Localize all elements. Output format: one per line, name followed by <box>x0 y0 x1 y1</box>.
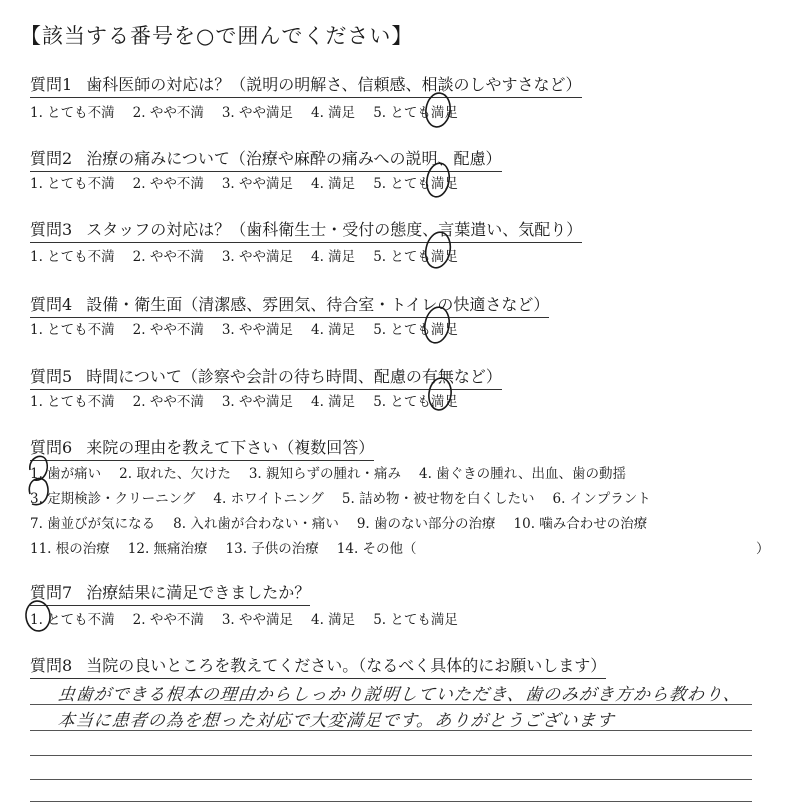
q3-option-3[interactable]: 3. やや満足 <box>221 249 294 265</box>
q8-handwritten-answer-line-1[interactable]: 虫歯ができる根本の理由からしっかり説明していただき、歯のみがき方から教わり、 <box>56 685 743 705</box>
q4-option-3[interactable]: 3. やや満足 <box>221 322 294 338</box>
q3-option-5[interactable]: 5. とても満足 <box>373 249 458 265</box>
q1-option-3[interactable]: 3. やや満足 <box>221 105 294 121</box>
question-6-row-1 <box>30 462 644 482</box>
question-4-text: 設備・衛生面（清潔感、雰囲気、待合室・トイレの快適さなど） <box>86 295 550 314</box>
q1-option-2[interactable]: 2. やや不満 <box>132 105 204 121</box>
question-6-number: 質問6 <box>30 438 73 457</box>
question-3-heading <box>30 217 582 243</box>
question-2-number: 質問2 <box>30 149 73 168</box>
question-5-heading <box>30 364 502 390</box>
question-2-heading <box>30 146 502 172</box>
q6-reason-dentures[interactable]: 8. 入れ歯が合わない・痛い <box>173 516 339 532</box>
q7-option-3[interactable]: 3. やや満足 <box>221 612 294 628</box>
question-2-text: 治療の痛みについて（治療や麻酔の痛みへの説明、配慮） <box>86 149 502 168</box>
q5-option-5[interactable]: 5. とても満足 <box>373 394 458 410</box>
question-5-text: 時間について（診察や会計の待ち時間、配慮の有無など） <box>86 367 502 386</box>
question-4-options <box>30 318 458 338</box>
question-3-number: 質問3 <box>30 220 73 239</box>
q6-reason-child[interactable]: 13. 子供の治療 <box>225 541 319 557</box>
q1-option-1[interactable]: 1. とても不満 <box>30 105 115 121</box>
q3-option-2[interactable]: 2. やや不満 <box>132 249 204 265</box>
q6-other-close-paren: ） <box>756 541 770 557</box>
q6-reason-missing-teeth[interactable]: 9. 歯のない部分の治療 <box>356 516 496 532</box>
q4-option-4[interactable]: 4. 満足 <box>311 322 356 338</box>
q4-option-1[interactable]: 1. とても不満 <box>30 322 115 338</box>
q6-reason-whitening[interactable]: 4. ホワイトニング <box>213 491 324 507</box>
q7-option-2[interactable]: 2. やや不満 <box>132 612 204 628</box>
q8-handwritten-answer-line-2[interactable]: 本当に患者の為を想った対応で大変満足です。ありがとうございます <box>56 711 616 731</box>
q2-option-5[interactable]: 5. とても満足 <box>373 176 458 192</box>
q4-option-5[interactable]: 5. とても満足 <box>373 322 458 338</box>
q1-option-4[interactable]: 4. 満足 <box>311 105 356 121</box>
q6-reason-wisdom-tooth[interactable]: 3. 親知らずの腫れ・痛み <box>248 466 402 482</box>
q6-reason-gum[interactable]: 4. 歯ぐきの腫れ、出血、歯の動揺 <box>419 466 626 482</box>
question-6-row-4 <box>30 537 435 557</box>
question-4-number: 質問4 <box>30 295 73 314</box>
question-5-options <box>30 390 458 410</box>
question-6-heading <box>30 435 374 461</box>
question-8-heading <box>30 653 606 679</box>
question-6-row-3 <box>30 512 665 532</box>
q6-reason-implant[interactable]: 6. インプラント <box>552 491 651 507</box>
answer-line-3 <box>30 755 752 756</box>
q6-reason-alignment[interactable]: 7. 歯並びが気になる <box>30 516 156 532</box>
question-1-heading <box>30 72 582 98</box>
q5-option-3[interactable]: 3. やや満足 <box>221 394 294 410</box>
q6-reason-root[interactable]: 11. 根の治療 <box>30 541 110 557</box>
q2-option-3[interactable]: 3. やや満足 <box>221 176 294 192</box>
q6-reason-bite[interactable]: 10. 噛み合わせの治療 <box>513 516 648 532</box>
q7-option-4[interactable]: 4. 満足 <box>311 612 356 628</box>
question-3-options <box>30 245 458 265</box>
question-7-number: 質問7 <box>30 583 73 602</box>
q3-option-4[interactable]: 4. 満足 <box>311 249 356 265</box>
question-8-text: 当院の良いところを教えてください。（なるべく具体的にお願いします） <box>86 656 607 675</box>
q2-option-1[interactable]: 1. とても不満 <box>30 176 115 192</box>
question-6-text: 来院の理由を教えて下さい（複数回答） <box>86 438 375 457</box>
q5-option-1[interactable]: 1. とても不満 <box>30 394 115 410</box>
q4-option-2[interactable]: 2. やや不満 <box>132 322 204 338</box>
q7-option-1[interactable]: 1. とても不満 <box>30 612 115 628</box>
question-2-options <box>30 172 458 192</box>
q6-reason-toothache[interactable]: 1. 歯が痛い <box>30 466 102 482</box>
q1-option-5[interactable]: 5. とても満足 <box>373 105 458 121</box>
q6-reason-other[interactable]: 14. その他（ <box>336 541 417 557</box>
question-7-heading <box>30 580 310 606</box>
q5-option-4[interactable]: 4. 満足 <box>311 394 356 410</box>
question-1-options <box>30 101 458 121</box>
question-1-number: 質問1 <box>30 75 73 94</box>
question-5-number: 質問5 <box>30 367 73 386</box>
q6-reason-broken[interactable]: 2. 取れた、欠けた <box>119 466 231 482</box>
q6-reason-painless[interactable]: 12. 無痛治療 <box>127 541 208 557</box>
question-7-options <box>30 608 458 628</box>
q6-reason-fillings[interactable]: 5. 詰め物・被せ物を白くしたい <box>341 491 535 507</box>
answer-line-4 <box>30 779 752 780</box>
q2-option-2[interactable]: 2. やや不満 <box>132 176 204 192</box>
q7-option-5[interactable]: 5. とても満足 <box>373 612 458 628</box>
answer-line-5 <box>30 801 752 802</box>
question-4-heading <box>30 292 549 318</box>
q6-reason-checkup[interactable]: 3. 定期検診・クリーニング <box>30 491 196 507</box>
q5-option-2[interactable]: 2. やや不満 <box>132 394 204 410</box>
form-title: 【該当する番号を○で囲んでください】 <box>20 24 414 48</box>
q2-option-4[interactable]: 4. 満足 <box>311 176 356 192</box>
question-3-text: スタッフの対応は？（歯科衛生士・受付の態度、言葉遣い、気配り） <box>86 220 583 239</box>
q3-option-1[interactable]: 1. とても不満 <box>30 249 115 265</box>
question-8-number: 質問8 <box>30 656 73 675</box>
question-6-row-2 <box>30 487 669 507</box>
question-7-text: 治療結果に満足できましたか？ <box>86 583 311 602</box>
question-1-text: 歯科医師の対応は？（説明の明解さ、信頼感、相談のしやすさなど） <box>86 75 582 94</box>
